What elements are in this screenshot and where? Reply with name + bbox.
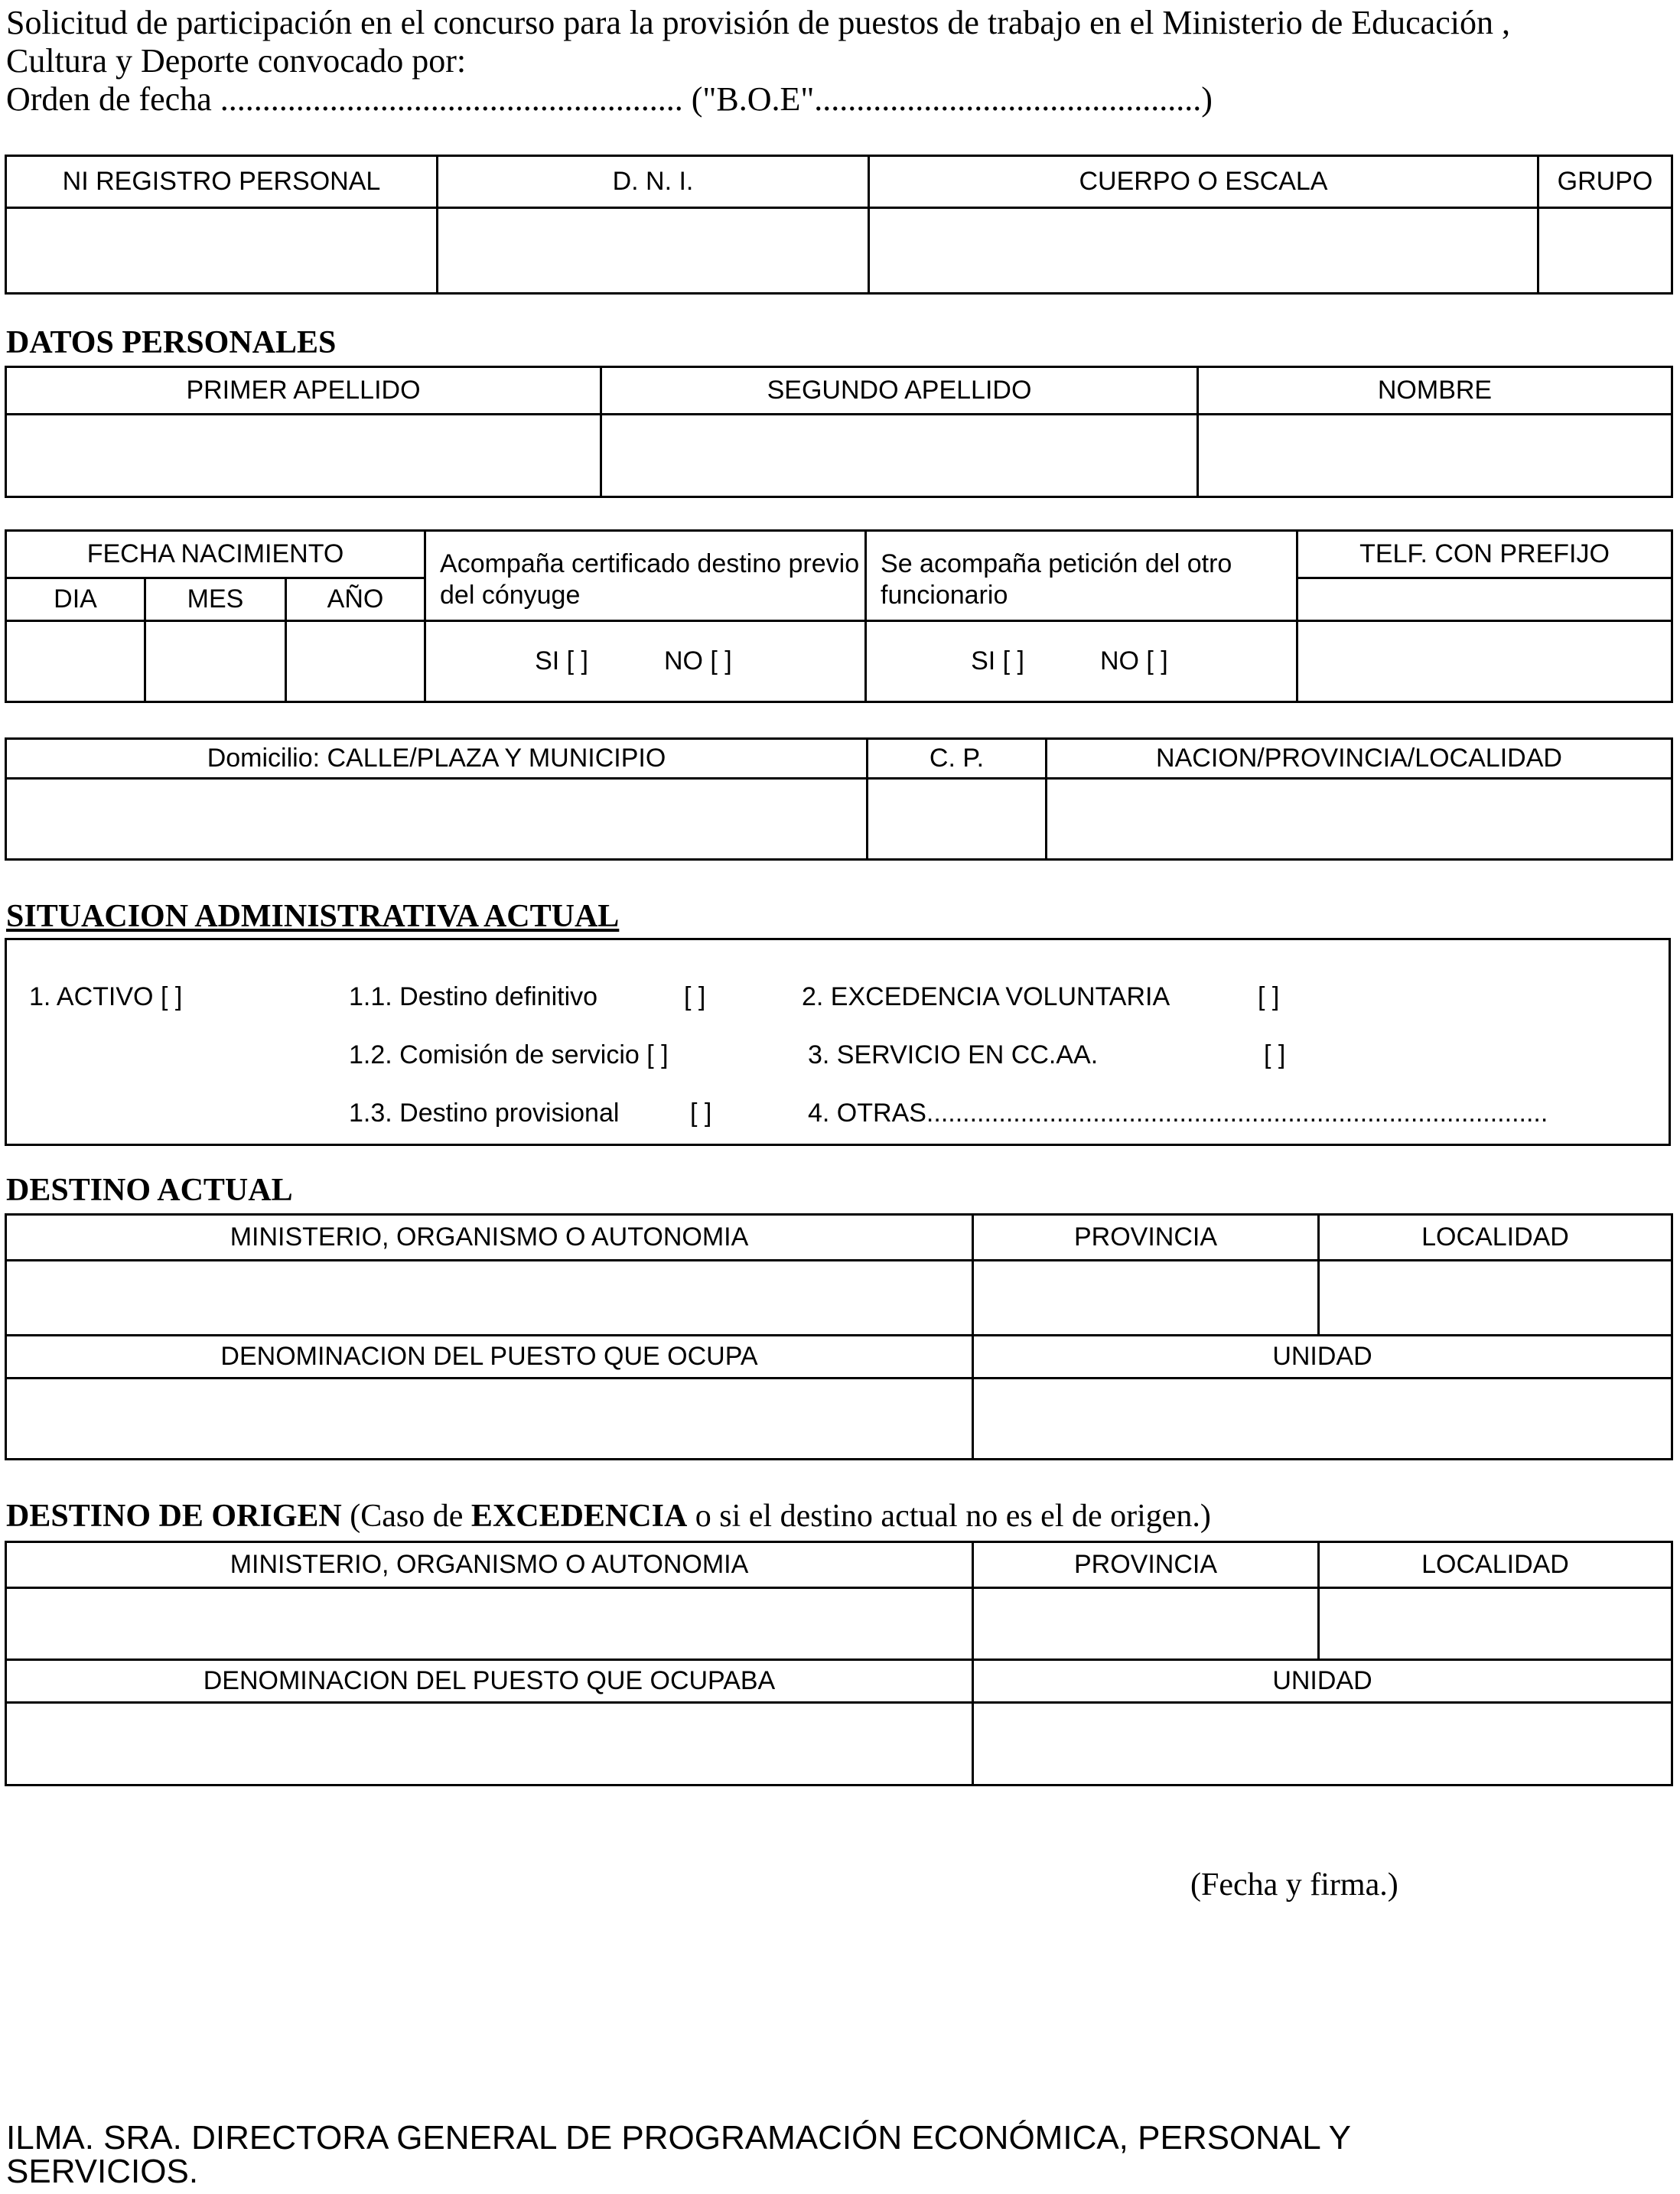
nacimiento-table	[5, 529, 1673, 703]
telefono-header: TELF. CON PREFIJO	[1297, 531, 1672, 578]
conyuge-text: Acompaña certificado destino previo del cónyuge	[440, 548, 860, 610]
segundo-apellido-field[interactable]	[601, 415, 1198, 497]
header-line-2: Cultura y Deporte convocado por:	[6, 42, 467, 80]
excedencia-voluntaria-checkbox[interactable]: [ ]	[1258, 982, 1280, 1011]
destino-actual-ministerio-header: MINISTERIO, ORGANISMO O AUTONOMIA	[6, 1215, 973, 1261]
situacion-title: SITUACION ADMINISTRATIVA ACTUAL	[6, 899, 620, 934]
destino-actual-localidad-header: LOCALIDAD	[1319, 1215, 1672, 1261]
destino-origen-provincia-header: PROVINCIA	[973, 1542, 1319, 1588]
cp-header: C. P.	[868, 739, 1047, 779]
dni-header: D. N. I.	[438, 156, 869, 208]
destino-origen-unidad-field[interactable]	[973, 1703, 1672, 1785]
grupo-field[interactable]	[1538, 208, 1672, 294]
destino-origen-localidad-field[interactable]	[1319, 1588, 1672, 1660]
nacion-header: NACION/PROVINCIA/LOCALIDAD	[1047, 739, 1672, 779]
nacion-field[interactable]	[1047, 779, 1672, 860]
destino-actual-puesto-field[interactable]	[6, 1379, 973, 1460]
datos-personales-table	[5, 366, 1673, 498]
fecha-firma: (Fecha y firma.)	[1190, 1867, 1398, 1903]
mes-header: MES	[145, 578, 286, 621]
telefono-spacer	[1297, 578, 1672, 621]
servicio-ccaa-label: 3. SERVICIO EN CC.AA.	[808, 1040, 1099, 1069]
destino-actual-unidad-field[interactable]	[973, 1379, 1672, 1460]
datos-personales-title: DATOS PERSONALES	[6, 325, 337, 360]
domicilio-header: Domicilio: CALLE/PLAZA Y MUNICIPIO	[6, 739, 868, 779]
otras-option[interactable]: 4. OTRAS......................................................................................	[808, 1099, 1548, 1128]
peticion-text: Se acompaña petición del otro funcionario	[881, 548, 1232, 610]
anio-field[interactable]	[286, 621, 425, 702]
footer-line-2: SERVICIOS.	[6, 2153, 199, 2190]
cuerpo-header: CUERPO O ESCALA	[869, 156, 1538, 208]
footer-line-1: ILMA. SRA. DIRECTORA GENERAL DE PROGRAMACIÓN ECONÓMICA, PERSONAL Y	[6, 2119, 1351, 2157]
dia-field[interactable]	[6, 621, 145, 702]
registro-header: NI REGISTRO PERSONAL	[6, 156, 438, 208]
destino-provisional-checkbox[interactable]: [ ]	[690, 1099, 712, 1128]
comision-servicio-option[interactable]: 1.2. Comisión de servicio [ ]	[349, 1040, 669, 1069]
destino-actual-provincia-field[interactable]	[973, 1261, 1319, 1336]
fecha-nacimiento-header: FECHA NACIMIENTO	[6, 531, 425, 578]
domicilio-table	[5, 737, 1673, 861]
dia-header: DIA	[6, 578, 145, 621]
domicilio-field[interactable]	[6, 779, 868, 860]
destino-origen-title-a: DESTINO DE ORIGEN	[6, 1499, 342, 1534]
primer-apellido-field[interactable]	[6, 415, 601, 497]
destino-origen-title-d: o si el destino actual no es el de origen.)	[687, 1499, 1211, 1534]
destino-actual-localidad-field[interactable]	[1319, 1261, 1672, 1336]
mes-field[interactable]	[145, 621, 286, 702]
primer-apellido-header: PRIMER APELLIDO	[6, 367, 601, 415]
conyuge-cell	[425, 531, 866, 621]
destino-origen-puesto-header: DENOMINACION DEL PUESTO QUE OCUPABA	[6, 1660, 973, 1703]
destino-actual-unidad-header: UNIDAD	[973, 1336, 1672, 1379]
nombre-header: NOMBRE	[1198, 367, 1672, 415]
header-line-1: Solicitud de participación en el concurso para la provisión de puestos de trabajo en el Ministerio de Educación ,	[6, 4, 1510, 41]
nombre-field[interactable]	[1198, 415, 1672, 497]
cuerpo-field[interactable]	[869, 208, 1538, 294]
destino-definitivo-label: 1.1. Destino definitivo	[349, 982, 598, 1011]
peticion-options	[866, 621, 1297, 702]
dni-field[interactable]	[438, 208, 869, 294]
activo-option[interactable]: 1. ACTIVO [ ]	[29, 982, 183, 1011]
anio-header: AÑO	[286, 578, 425, 621]
destino-origen-provincia-field[interactable]	[973, 1588, 1319, 1660]
conyuge-si-checkbox[interactable]: SI [ ]	[535, 646, 588, 675]
destino-provisional-label: 1.3. Destino provisional	[349, 1099, 620, 1128]
servicio-ccaa-checkbox[interactable]: [ ]	[1264, 1040, 1286, 1069]
registro-field[interactable]	[6, 208, 438, 294]
destino-actual-puesto-header: DENOMINACION DEL PUESTO QUE OCUPA	[6, 1336, 973, 1379]
destino-origen-unidad-header: UNIDAD	[973, 1660, 1672, 1703]
destino-actual-title: DESTINO ACTUAL	[6, 1173, 293, 1208]
destino-origen-ministerio-field[interactable]	[6, 1588, 973, 1660]
destino-origen-table	[5, 1541, 1673, 1786]
destino-origen-title	[6, 1498, 1211, 1535]
destino-origen-localidad-header: LOCALIDAD	[1319, 1542, 1672, 1588]
peticion-no-checkbox[interactable]: NO [ ]	[1099, 646, 1168, 675]
destino-definitivo-checkbox[interactable]: [ ]	[684, 982, 706, 1011]
conyuge-options	[425, 621, 866, 702]
grupo-header: GRUPO	[1538, 156, 1672, 208]
peticion-cell	[866, 531, 1297, 621]
segundo-apellido-header: SEGUNDO APELLIDO	[601, 367, 1198, 415]
destino-origen-puesto-field[interactable]	[6, 1703, 973, 1785]
destino-origen-title-c: EXCEDENCIA	[470, 1499, 688, 1534]
cp-field[interactable]	[868, 779, 1047, 860]
conyuge-no-checkbox[interactable]: NO [ ]	[663, 646, 732, 675]
telefono-field[interactable]	[1297, 621, 1672, 702]
destino-actual-provincia-header: PROVINCIA	[973, 1215, 1319, 1261]
registro-table	[5, 155, 1673, 295]
destino-origen-ministerio-header: MINISTERIO, ORGANISMO O AUTONOMIA	[6, 1542, 973, 1588]
excedencia-voluntaria-label: 2. EXCEDENCIA VOLUNTARIA	[802, 982, 1170, 1011]
destino-actual-table	[5, 1213, 1673, 1460]
header-line-3: Orden de fecha ....................................................... ("B.O.E"..............................................)	[6, 80, 1213, 118]
peticion-si-checkbox[interactable]: SI [ ]	[971, 646, 1024, 675]
destino-origen-title-b: (Caso de	[341, 1499, 471, 1534]
destino-actual-ministerio-field[interactable]	[6, 1261, 973, 1336]
